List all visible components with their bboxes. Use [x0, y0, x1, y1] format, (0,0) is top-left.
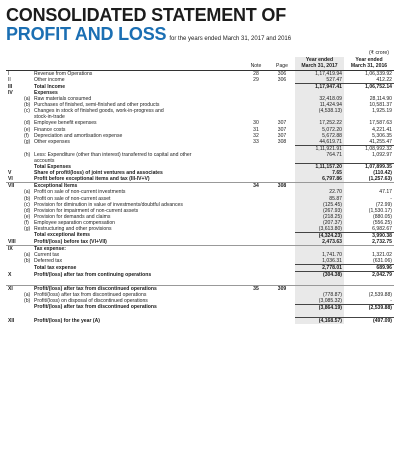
row-description: Profit on sale of non-current asset	[34, 195, 111, 202]
row-value-2017: 85.87	[295, 196, 344, 202]
title-row	[6, 25, 394, 44]
row-value-2016: 2,732.75	[372, 238, 392, 245]
row-value-2016: 2,042.79	[344, 272, 394, 279]
row-value-2016: 10,581.37	[369, 102, 392, 109]
row-page	[269, 278, 295, 285]
column-year-2016-line2: March 31, 2016	[350, 63, 388, 70]
row-description: Expenses	[34, 90, 58, 97]
row-page	[269, 265, 295, 272]
row-value-2017: 764.71	[295, 152, 344, 158]
row-value-2016: 6,982.67	[372, 225, 392, 232]
row-description: Tax expense:	[32, 245, 243, 252]
column-year-2017	[295, 57, 344, 71]
row-subitem: (b)	[24, 297, 31, 304]
row-value-2016: 412.22	[376, 77, 392, 84]
row-value-2016: 5,306.35	[372, 132, 392, 139]
row-value-2016: 1,06,339.92	[365, 71, 392, 78]
row-note	[243, 311, 269, 318]
row-subitem: (d)	[24, 207, 31, 214]
row-number	[6, 265, 22, 272]
row-value-2017: (4,168.57)	[295, 318, 344, 325]
row-description: Profit/(loss) on disposal of discontinued operations	[34, 297, 148, 304]
row-description: Provision for diminution in value of investments/doubtful advances	[34, 201, 183, 208]
row-value-2016: 1,321.02	[372, 251, 392, 258]
row-value-2017	[295, 311, 344, 318]
row-subitem: (e)	[24, 213, 31, 220]
row-value-2017: (267.93)	[295, 208, 344, 214]
row-page: 308	[269, 183, 295, 190]
row-value-2016: 41,255.47	[369, 138, 392, 145]
row-value-2017: 1,741.70	[295, 252, 344, 258]
row-value-2016: (631.06)	[373, 258, 392, 264]
row-number	[6, 311, 22, 318]
row-subitem	[22, 278, 32, 285]
row-value-2016: -	[390, 297, 392, 304]
row-value-2016: 1,092.97	[372, 151, 392, 158]
row-page: 307	[277, 120, 287, 127]
row-note: 34	[243, 183, 269, 190]
row-value-2016: (2,539.88)	[344, 304, 394, 311]
row-note	[243, 278, 269, 285]
row-value-2017: 5,072.20	[295, 127, 344, 133]
row-subitem: (b)	[24, 102, 31, 109]
row-subitem: (c)	[24, 108, 30, 115]
row-number: VII	[6, 183, 22, 190]
row-value-2016	[344, 311, 394, 318]
row-description: Profit on sale of non-current investments	[34, 189, 126, 196]
row-description: Other income	[34, 77, 65, 84]
row-subitem: (a)	[24, 251, 31, 258]
row-description: Profit before exceptional items and tax (III-IV+V)	[34, 176, 150, 183]
row-number: VI	[8, 176, 13, 183]
row-description: Total exceptional items	[34, 232, 90, 239]
table-header-row	[6, 57, 394, 71]
row-number: VIII	[8, 238, 16, 245]
row-description: Profit/(loss) for the year (A)	[34, 317, 100, 324]
row-number: IV	[8, 90, 13, 97]
row-page: 306	[277, 77, 287, 84]
row-value-2017: (125.45)	[295, 202, 344, 208]
row-value-2017: (4,538.13)	[295, 108, 344, 114]
row-value-2016: 1,06,752.14	[344, 84, 394, 91]
column-note: Note	[250, 63, 262, 70]
row-description: Total Expenses	[34, 163, 71, 170]
row-description: Employee separation compensation	[34, 219, 115, 226]
row-description: Restructuring and other provisions	[34, 225, 112, 232]
row-page: 306	[277, 71, 287, 78]
row-value-2017: 1,17,419.94	[295, 71, 344, 78]
row-value-2017: 6,797.86	[295, 176, 344, 183]
row-description: Raw materials consumed	[34, 96, 92, 103]
row-page	[269, 318, 295, 325]
row-subitem: (b)	[24, 258, 31, 264]
row-description: Changes in stock of finished goods, work-in-progress and	[34, 108, 164, 115]
row-value-2016: 1,925.19	[372, 108, 392, 115]
row-page: 307	[277, 126, 287, 133]
row-number: V	[8, 170, 12, 177]
row-value-2017: (304.38)	[295, 272, 344, 279]
row-subitem: (a)	[24, 96, 31, 103]
row-subitem	[22, 311, 32, 318]
row-value-2017: 2,778.01	[295, 265, 344, 272]
row-description: Exceptional Items	[32, 183, 243, 190]
row-value-2016: 1,08,992.32	[344, 145, 394, 152]
row-description: Other expenses	[34, 138, 70, 145]
row-value-2016: (72.99)	[375, 201, 392, 208]
row-note	[243, 318, 269, 325]
row-description	[32, 278, 243, 285]
table-row	[6, 311, 394, 318]
row-value-2016: 1,07,899.35	[344, 164, 394, 171]
row-value-2017: (3,864.19)	[295, 304, 344, 311]
row-subitem: (a)	[24, 189, 31, 196]
row-note: 33	[253, 138, 259, 145]
row-value-2017: 5,672.88	[295, 133, 344, 139]
row-value-2016: (497.09)	[344, 318, 394, 325]
row-value-2016: (2,539.88)	[368, 291, 392, 298]
row-value-2017: 1,17,947.41	[295, 84, 344, 91]
row-description: Share of profit/(loss) of joint ventures and associates	[34, 170, 163, 177]
row-description: Finance costs	[34, 126, 66, 133]
row-note	[243, 265, 269, 272]
row-value-2016: 28,114.90	[369, 96, 392, 103]
row-description: accounts	[34, 157, 55, 164]
row-value-2017: 44,619.71	[295, 139, 344, 146]
column-year-2017-line2: March 31, 2017	[301, 63, 338, 70]
row-number: XI	[6, 285, 22, 292]
title-line-2: PROFIT AND LOSS	[6, 24, 167, 44]
row-value-2016: (556.25)	[373, 219, 392, 226]
title-line-1: CONSOLIDATED STATEMENT OF	[6, 5, 286, 25]
column-year-2017-line1: Year ended	[305, 57, 334, 63]
row-subitem	[22, 265, 32, 272]
row-description: Purchases of finished, semi-finished and other products	[34, 102, 160, 109]
row-description: Profit/(loss) after tax from discontinued operations	[32, 285, 243, 292]
row-note: 28	[253, 71, 259, 78]
row-description: Profit/(loss) after tax from discontinued operations	[34, 291, 147, 298]
row-subitem: (h)	[24, 151, 31, 158]
row-value-2016	[344, 278, 394, 285]
row-value-2017: 2,473.63	[295, 239, 344, 246]
table-row	[6, 318, 394, 325]
row-description: Deferred tax	[34, 258, 63, 264]
row-description: Provision for impairment of non-current assets	[34, 207, 139, 214]
row-page: 309	[269, 285, 295, 292]
row-description: Profit/(loss) after tax from discontinued operations	[34, 304, 157, 311]
row-note: 30	[253, 120, 259, 127]
row-value-2017: 1,11,921.91	[295, 145, 344, 152]
row-value-2017	[295, 278, 344, 285]
row-value-2016: 3,990.38	[344, 232, 394, 239]
row-number: I	[8, 71, 10, 78]
row-description: Profit/(loss) after tax from continuing operations	[34, 271, 152, 278]
row-page	[269, 311, 295, 318]
row-description: Less: Expenditure (other than interest) transferred to capital and other	[34, 151, 192, 158]
row-value-2017: (3,613.80)	[295, 226, 344, 233]
table-row	[6, 278, 394, 285]
row-page: 308	[277, 138, 287, 145]
row-subitem: (c)	[24, 201, 30, 208]
row-value-2017: 1,11,157.20	[295, 164, 344, 171]
row-description: Employee benefit expenses	[34, 120, 97, 127]
column-year-2016-line1: Year ended	[355, 57, 383, 63]
row-number: III	[8, 83, 13, 90]
row-description: Depreciation and amortisation expense	[34, 132, 123, 139]
row-number	[6, 278, 22, 285]
row-subitem: (g)	[24, 138, 31, 145]
row-value-2016: 689.96	[344, 265, 394, 272]
row-subitem: (a)	[24, 291, 31, 298]
row-value-2017: 32,418.09	[295, 96, 344, 102]
row-note: 31	[253, 126, 259, 133]
row-description: Total tax expense	[34, 264, 77, 271]
row-value-2017: 1,036.31	[295, 258, 344, 265]
row-value-2016: (110.42)	[373, 170, 392, 177]
row-value-2017: (4,324.23)	[295, 232, 344, 239]
table-row	[6, 265, 394, 272]
row-description: stock-in-trade	[34, 114, 65, 121]
title-subtitle: for the years ended March 31, 2017 and 2016	[169, 36, 292, 42]
row-value-2017: 7.65	[295, 170, 344, 176]
profit-loss-table	[6, 57, 394, 324]
row-subitem: (g)	[24, 225, 31, 232]
row-number: II	[8, 77, 11, 84]
row-value-2017: (218.25)	[295, 214, 344, 220]
row-value-2017: (3,085.32)	[295, 298, 344, 305]
row-description	[32, 311, 243, 318]
row-value-2017: 17,252.22	[295, 120, 344, 126]
row-description: Current tax	[34, 251, 60, 258]
row-value-2017: 22.70	[295, 189, 344, 195]
row-note: 32	[253, 132, 259, 139]
row-value-2016: (1,530.17)	[368, 207, 392, 214]
currency-unit: (₹ crore)	[368, 50, 389, 56]
row-note: 29	[253, 77, 259, 84]
row-subitem: (b)	[24, 195, 31, 202]
row-number: XII	[8, 317, 15, 324]
row-value-2016: (1,257.63)	[368, 176, 392, 183]
row-value-2017: (207.37)	[295, 220, 344, 226]
row-number: IX	[6, 245, 22, 252]
row-value-2017: 527.47	[295, 77, 344, 84]
row-number: X	[8, 271, 12, 278]
row-value-2016: (880.05)	[373, 213, 392, 220]
row-value-2016: 17,587.63	[369, 120, 392, 127]
row-subitem: (f)	[24, 219, 29, 226]
row-value-2016: 47.17	[379, 189, 392, 196]
row-subitem: (e)	[24, 126, 31, 133]
row-subitem: (d)	[24, 120, 31, 127]
row-description: Revenue from Operations	[34, 71, 93, 78]
row-description: Total Income	[34, 83, 66, 90]
row-value-2017: (778.87)	[295, 292, 344, 298]
row-note: 35	[243, 285, 269, 292]
row-description: Provision for demands and claims	[34, 213, 111, 220]
row-value-2017: 11,424.94	[295, 102, 344, 108]
row-value-2016: 4,221.41	[372, 126, 392, 133]
column-page: Page	[276, 63, 288, 70]
column-year-2016	[344, 57, 394, 71]
row-value-2016: -	[390, 195, 392, 202]
row-page: 307	[277, 132, 287, 139]
row-description: Profit/(loss) before tax (VI+VII)	[34, 238, 107, 245]
row-subitem	[22, 318, 32, 325]
row-subitem: (f)	[24, 132, 29, 139]
